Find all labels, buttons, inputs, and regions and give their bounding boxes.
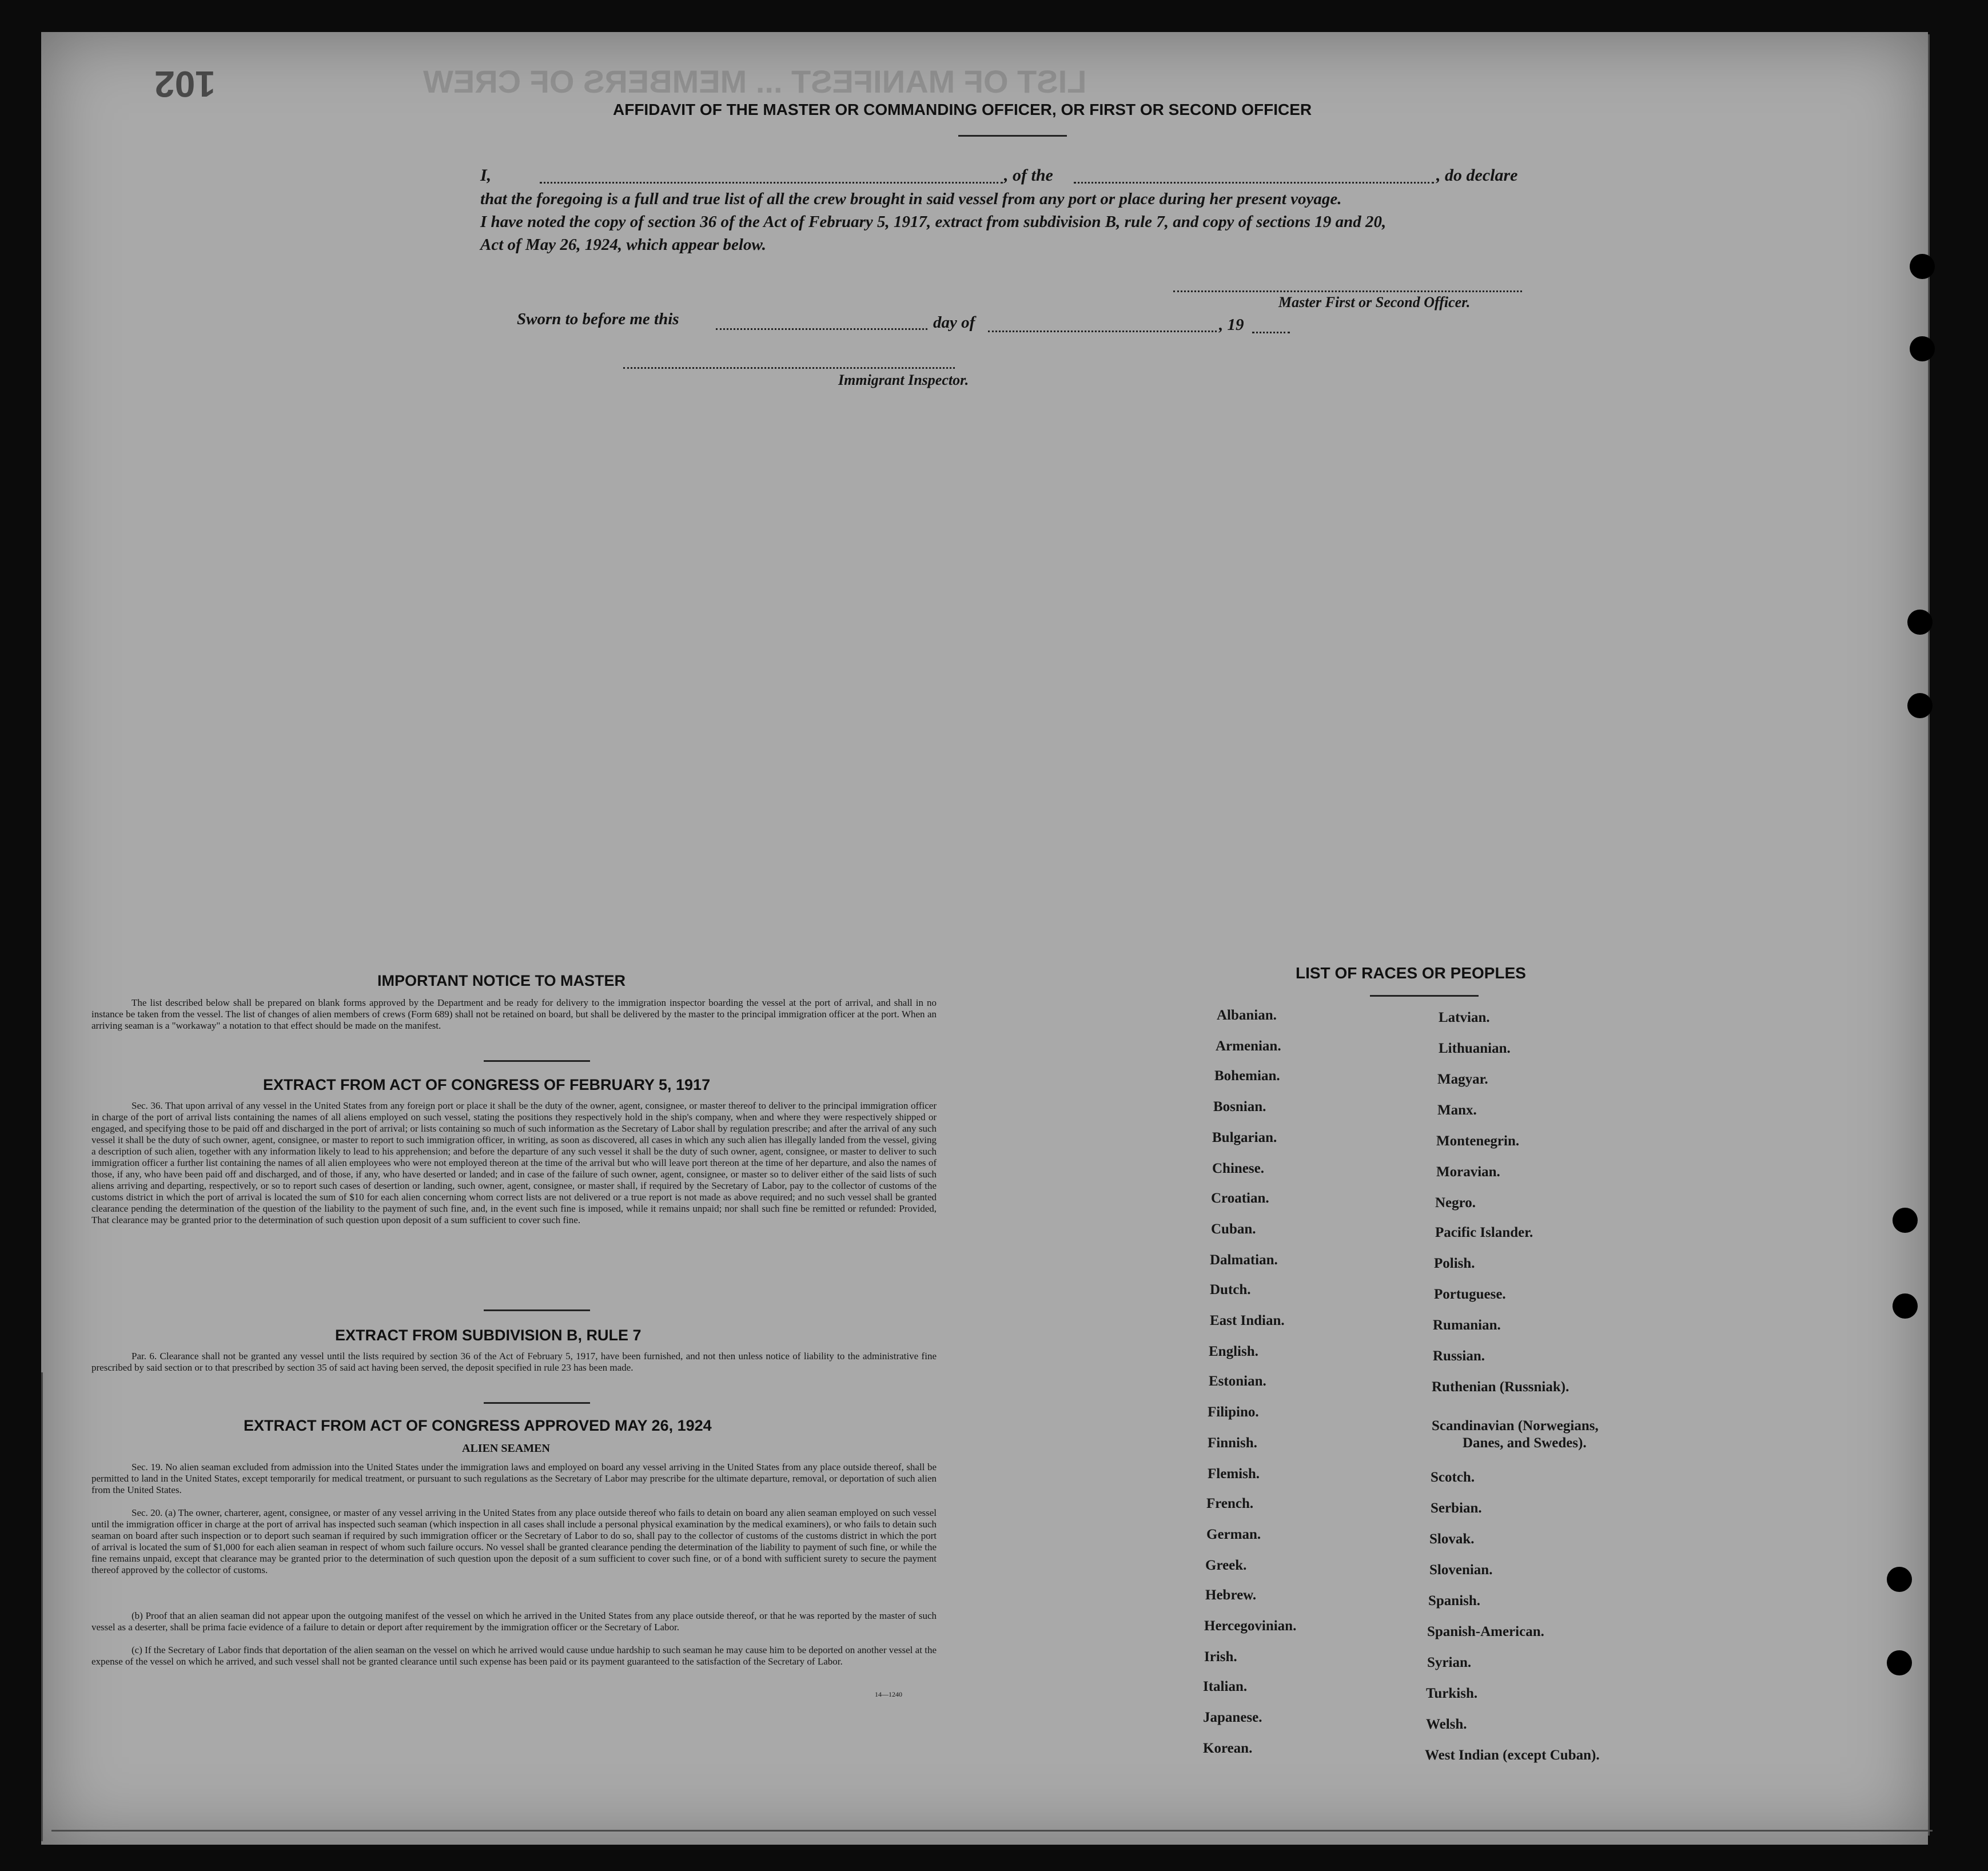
- race-item: English.: [1209, 1344, 1258, 1359]
- inspector-label: Immigrant Inspector.: [838, 372, 969, 388]
- race-item: Dalmatian.: [1210, 1252, 1278, 1268]
- notice-rule: [484, 1060, 590, 1062]
- race-item: Negro.: [1435, 1195, 1476, 1211]
- race-item: Scotch.: [1431, 1470, 1475, 1485]
- day-of-text: day of: [933, 313, 975, 332]
- race-item: West Indian (except Cuban).: [1425, 1747, 1600, 1763]
- binder-hole: [1910, 336, 1935, 361]
- affidavit-line-4: Act of May 26, 1924, which appear below.: [480, 236, 766, 254]
- alien-seamen-subtitle: ALIEN SEAMEN: [462, 1442, 550, 1455]
- sec-20b: (b) Proof that an alien seaman did not appear upon the outgoing manifest of the vessel on which he arrived in the United States from any place outside thereof, or that he was reported by the master of such vessel as a deserter, shall be prima facie evidence of a failure to detain or deport after requirement by the immigration officer or the Secretary of Labor.: [91, 1610, 937, 1633]
- page-number: 102: [154, 63, 216, 105]
- race-item: Flemish.: [1208, 1466, 1260, 1482]
- race-item: Pacific Islander.: [1435, 1225, 1533, 1240]
- race-item: Slovak.: [1429, 1531, 1475, 1547]
- page-edge-line: [51, 1830, 1933, 1832]
- binder-hole: [1907, 693, 1933, 718]
- name-blank: [540, 182, 1003, 184]
- race-item: Japanese.: [1203, 1710, 1262, 1725]
- race-item: Albanian.: [1217, 1008, 1277, 1023]
- race-item: Lithuanian.: [1439, 1041, 1511, 1056]
- race-item: Armenian.: [1216, 1038, 1281, 1054]
- sec-20c: (c) If the Secretary of Labor finds that deportation of the alien seaman on the vessel on which he arrived would cause undue hardship to such seaman he may cause him to be deported on another vessel at the expense of the vessel on which he arrived, and such vessel shall not be granted clearance until such expense has been paid or its payment guaranteed to the satisfaction of the Secretary of Labor.: [91, 1645, 937, 1667]
- notice-title: IMPORTANT NOTICE TO MASTER: [377, 972, 626, 989]
- binder-hole: [1893, 1208, 1918, 1233]
- year-blank: [1252, 332, 1290, 333]
- race-item: Turkish.: [1426, 1686, 1478, 1701]
- page-edge-line: [41, 1372, 43, 1841]
- race-item: Ruthenian (Russniak).: [1432, 1379, 1569, 1395]
- binder-hole: [1893, 1293, 1918, 1319]
- bleed-through-header: LIST OF MANIFEST ... MEMBERS OF CREW: [423, 63, 1087, 99]
- binder-hole: [1910, 254, 1935, 279]
- race-item: Syrian.: [1427, 1655, 1472, 1670]
- form-number: 14—1240: [875, 1690, 902, 1698]
- race-item: Spanish.: [1428, 1593, 1481, 1609]
- extract-1917-body: Sec. 36. That upon arrival of any vessel in the United States from any foreign port or place it shall be the duty of the owner, agent, consignee, or master thereof to deliver to the principal immigration officer in charge of the port of arrival lists containing the names of all aliens employed on such vessel, stating the positions they respectively hold in the ship's company, when and where they were respectively shipped or engaged, and specifying those to be paid off and discharged in the port of arrival; or lists containing so much of such information as the Secretary of Labor shall by regulation prescribe; and after the arrival of any such vessel it shall be the duty of such owner, agent, consignee, or master to report to such immigration officer, in writing, as soon as discovered, all cases in which any such alien has illegally landed from the vessel, giving a description of such alien, together with any information likely to lead to his apprehension; and before the departure of any such vessel it shall be the duty of such owner, agent, consignee, or master to deliver to such immigration officer a further list containing the names of all alien employees who were not employed thereon at the time of the arrival but who will leave port thereon at the time of her departure, and also the names of those, if any, who have been paid off and discharged, and of those, if any, who have deserted or landed; and in case of the failure of such owner, agent, consignee, or master so to deliver either of the said lists of such aliens arriving and departing, respectively, or so to report such cases of desertion or landing, such owner, agent, consignee, or master shall, if required by the Secretary of Labor, pay to the collector of customs of the customs district in which the port of arrival is located the sum of $10 for each alien concerning whom correct lists are not delivered or a true report is not made as above required; and no such vessel shall be granted clearance pending the determination of the question of the liability to the payment of such fine, and, in the event such fine is imposed, while it remains unpaid; nor shall such fine be remitted or refunded: Provided, That clearance may be granted prior to the determination of such question upon deposit of a sum sufficient to cover such fine.: [91, 1100, 937, 1225]
- race-item: Filipino.: [1208, 1404, 1259, 1420]
- race-item: Montenegrin.: [1436, 1133, 1520, 1149]
- year-prefix: , 19: [1219, 316, 1244, 334]
- race-item: Korean.: [1203, 1741, 1253, 1756]
- affidavit-line-2: that the foregoing is a full and true list of all the crew brought in said vessel from any port or place during her present voyage.: [480, 190, 1342, 208]
- race-item: Bosnian.: [1213, 1099, 1266, 1114]
- binder-hole: [1887, 1650, 1912, 1675]
- race-item: East Indian.: [1210, 1313, 1285, 1328]
- race-item: Greek.: [1205, 1558, 1247, 1573]
- race-item: Estonian.: [1209, 1374, 1266, 1389]
- sworn-text: Sworn to before me this: [517, 310, 679, 328]
- extract-rule7-title: EXTRACT FROM SUBDIVISION B, RULE 7: [335, 1327, 642, 1344]
- race-item: Bohemian.: [1214, 1068, 1280, 1084]
- extract-rule7-body: Par. 6. Clearance shall not be granted any vessel until the lists required by section 36 of the Act of February 5, 1917, have been furnished, and not then unless notice of liability to the administrative fine prescribed by said section or to that prescribed by section 35 of said act having been served, the deposit specified in rule 23 has been made.: [91, 1351, 937, 1373]
- sworn-day-blank: [716, 328, 927, 330]
- race-item: Finnish.: [1208, 1435, 1257, 1451]
- race-item: French.: [1206, 1496, 1254, 1511]
- race-item: Scandinavian (Norwegians,: [1432, 1418, 1599, 1434]
- affidavit-declare: , do declare: [1436, 166, 1518, 185]
- race-item: Magyar.: [1437, 1072, 1488, 1087]
- race-item: Welsh.: [1426, 1717, 1467, 1732]
- affidavit-line-3: I have noted the copy of section 36 of the Act of February 5, 1917, extract from subdivision B, rule 7, and copy of sections 19 and 20,: [480, 213, 1387, 231]
- affidavit-of-the: , of the: [1004, 166, 1053, 185]
- race-item: Slovenian.: [1429, 1562, 1493, 1578]
- race-item: Moravian.: [1436, 1164, 1500, 1180]
- signature-label: Master First or Second Officer.: [1278, 294, 1471, 310]
- inspector-blank: [623, 367, 955, 369]
- race-item: Hebrew.: [1205, 1587, 1257, 1603]
- sec-20a: Sec. 20. (a) The owner, charterer, agent, consignee, or master of any vessel arriving in the United States from any place outside thereof who fails to detain on board any alien seaman employed on such vessel until the immigration officer in charge at the port of arrival has inspected such seaman (which inspection in all cases shall include a personal physical examination by the medical examiners), or who fails to detain such seaman on board after such inspection or to deport such seaman if required by such immigration officer or the Secretary of Labor to do so, shall pay to the collector of customs of the customs district in which the port of arrival is located the sum of $1,000 for each alien seaman in respect of whom such failure occurs. No vessel shall be granted clearance pending the determination of the liability to payment of such fine, or while the fine remains unpaid, except that clearance may be granted prior to the determination of such question upon the deposit of a sum sufficient to cover such fine, or of a bond with sufficient surety to secure the payment thereof approved by the collector of customs.: [91, 1507, 937, 1575]
- race-item: Manx.: [1437, 1102, 1477, 1118]
- race-item: Spanish-American.: [1427, 1624, 1544, 1639]
- extract-rule7-rule: [484, 1402, 590, 1404]
- extract-1924-title: EXTRACT FROM ACT OF CONGRESS APPROVED MAY 26, 1924: [244, 1417, 712, 1434]
- binder-hole: [1887, 1567, 1912, 1592]
- affidavit-title-rule: [958, 135, 1067, 137]
- races-title-rule: [1370, 995, 1479, 997]
- race-item: Serbian.: [1431, 1500, 1482, 1516]
- vessel-blank: [1074, 182, 1434, 184]
- race-item: Irish.: [1204, 1649, 1237, 1665]
- race-item: Chinese.: [1212, 1161, 1264, 1176]
- race-item: Hercegovinian.: [1204, 1618, 1297, 1634]
- sec-19: Sec. 19. No alien seaman excluded from admission into the United States under the immigration laws and employed on board any vessel arriving in the United States from any place outside thereof, shall be permitted to land in the United States, except temporarily for medical treatment, or pursuant to such regulations as the Secretary of Labor may prescribe for the ultimate departure, removal, or deportation of such alien from the United States.: [91, 1462, 937, 1495]
- signature-blank: [1173, 290, 1522, 292]
- binder-hole: [1907, 610, 1933, 635]
- notice-body: The list described below shall be prepared on blank forms approved by the Department and be ready for delivery to the immigration inspector boarding the vessel at the port of arrival, and shall in no instance be taken from the vessel. The list of changes of alien members of crews (Form 689) shall not be retained on board, but shall be delivered by the master to the principal immigration officer at the port. When an arriving seaman is a "workaway" a notation to that effect should be made on the manifest.: [91, 997, 937, 1031]
- race-item: Rumanian.: [1433, 1317, 1501, 1333]
- race-item: Latvian.: [1439, 1010, 1490, 1025]
- race-item: Portuguese.: [1434, 1287, 1506, 1302]
- sworn-month-blank: [988, 331, 1217, 332]
- race-item: Polish.: [1434, 1256, 1475, 1271]
- race-item: Bulgarian.: [1212, 1130, 1277, 1145]
- race-item: Danes, and Swedes).: [1463, 1435, 1587, 1451]
- race-item: Dutch.: [1210, 1282, 1251, 1297]
- affidavit-title: AFFIDAVIT OF THE MASTER OR COMMANDING OFFICER, OR FIRST OR SECOND OFFICER: [613, 101, 1312, 118]
- page-edge-line: [1928, 34, 1930, 1836]
- extract-1917-rule: [484, 1309, 590, 1311]
- race-item: Croatian.: [1211, 1191, 1269, 1206]
- race-item: German.: [1206, 1527, 1261, 1542]
- affidavit-i: I,: [480, 166, 492, 185]
- races-title: LIST OF RACES OR PEOPLES: [1296, 964, 1526, 982]
- race-item: Cuban.: [1211, 1221, 1256, 1237]
- race-item: Russian.: [1433, 1348, 1485, 1364]
- extract-1917-title: EXTRACT FROM ACT OF CONGRESS OF FEBRUARY 5, 1917: [263, 1076, 711, 1093]
- race-item: Italian.: [1203, 1679, 1248, 1694]
